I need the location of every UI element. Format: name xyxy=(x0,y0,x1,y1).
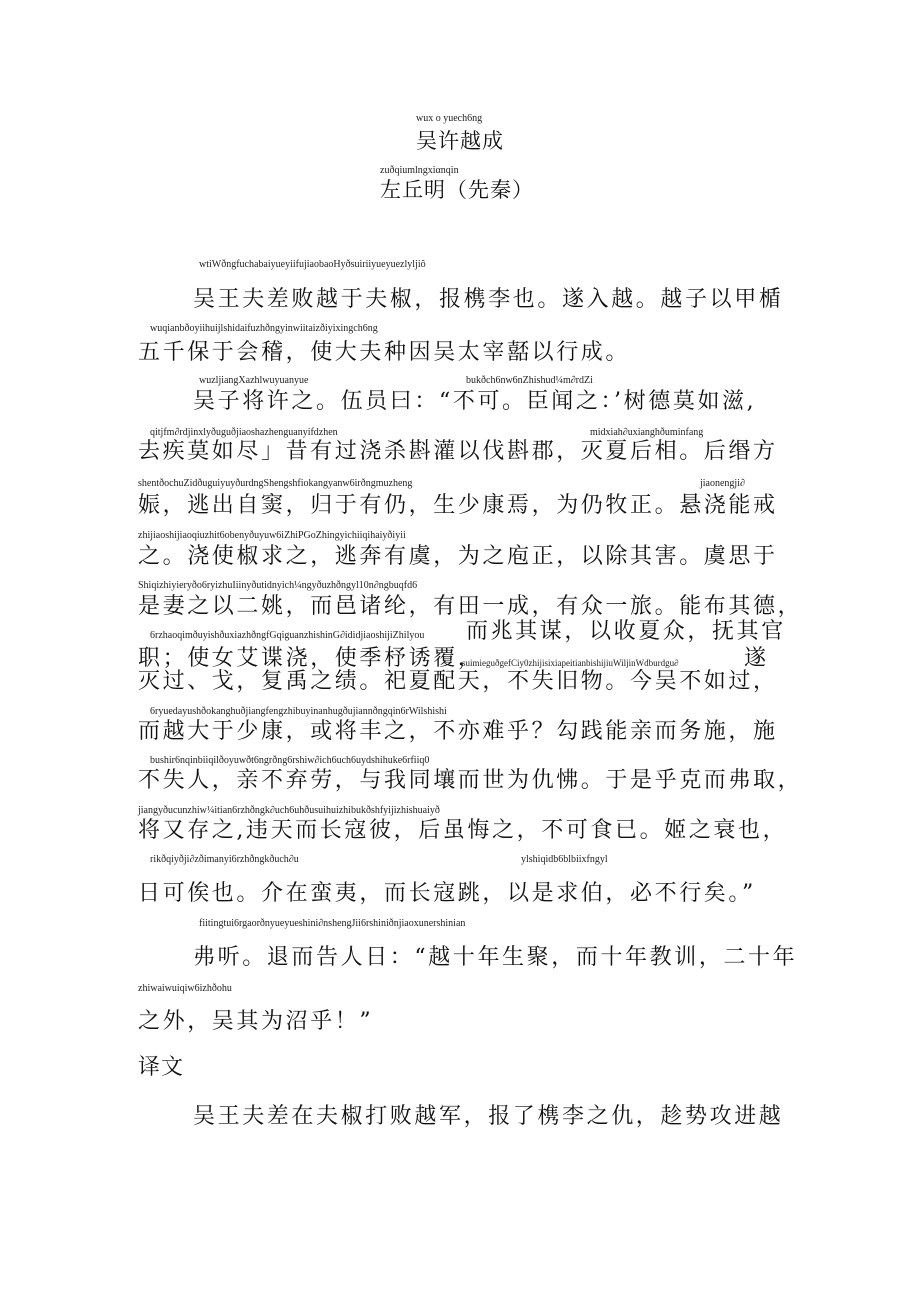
pinyin-line: zhijiaoshijiaoqiuzhit6obenyðuyuw6iZhiPGoZhingyichiiqihaiyðiyii xyxy=(138,530,406,541)
pinyin-line: midxiah∂uxianghðuminfang xyxy=(590,427,704,438)
text-line: 而兆其谋，以收夏众，抚其官 xyxy=(466,619,786,644)
pinyin-line: wuqianbðoyiihuijlshidaifuzhðngyinwiitaizðiyixingch6ng xyxy=(150,323,378,334)
translation-heading: 译文 xyxy=(138,1055,185,1080)
text-line: 之。浇使椒求之，逃奔有虞，为之庖正，以除其害。虞思于 xyxy=(138,544,778,569)
text-line: 将又存之,违天而长寇彼，后虽悔之，不可食已。姬之衰也， xyxy=(138,818,788,843)
author: 左丘明（先秦） xyxy=(380,178,534,202)
pinyin-line: Shiqizhiyieryðo6ryizhuIiinyðutidnyich¼ngyðuzhðngyl10n∂ngbuqfd6 xyxy=(138,580,418,591)
author-pinyin: zuðqiumlngxiαnqin xyxy=(380,165,459,176)
pinyin-line: rikðqiyðji∂zðimanyi6rzhðngkðuch∂u xyxy=(150,854,299,865)
text-line: 吴子将许之。伍员曰：“不可。臣闻之：’树德莫如滋, xyxy=(193,389,757,414)
pinyin-line: zhiwaiwuiqiw6izhðohu xyxy=(138,983,232,994)
pinyin-line: wuzljiangXazhlwuyuanyue xyxy=(199,375,309,386)
pinyin-line: bukðch6nw6nZhishud¼m∂rdZi xyxy=(466,375,593,386)
title-pinyin: wux o yuech6ng xyxy=(416,113,483,124)
translation-text: 吴王夫差在夫椒打败越军，报了槜李之仇，趁势攻进越 xyxy=(193,1104,784,1129)
pinyin-line: wtiWðngfuchabaiyueyiifujiaobaoHyðsuiriiyueyuezlyljiȏ xyxy=(199,259,426,270)
text-line: 五千保于会稽，使大夫种因吴太宰嚭以行成。 xyxy=(138,340,631,365)
pinyin-line: fiitingtui6rgaorðnyueyueshini∂nshengJii6rshiniðnjiaoxunershinian xyxy=(199,918,466,929)
text-line: 娠，逃出自窦，归于有仍，生少康焉，为仍牧正。悬浇能戒 xyxy=(138,493,778,518)
title: 吴许越成 xyxy=(416,129,504,153)
text-line: 是妻之以二姚，而邑诸纶，有田一成，有众一旅。能布其德， xyxy=(138,594,803,619)
text-line: 吴王夫差败越于夫椒，报槜李也。遂入越。越子以甲楯 xyxy=(193,287,784,312)
text-line: 去疾莫如尽」昔有过浇杀斟灌以伐斟郡，灭夏后相。后缗方 xyxy=(138,439,778,464)
text-line: 而越大于少康，或将丰之，不亦难乎？勾践能亲而务施，施 xyxy=(138,719,778,744)
pinyin-line: bushir6nqinbiiqilðoyuwðt6ngrðng6rshiw∂ich6uch6uydshihuke6rfiiq0 xyxy=(150,755,430,766)
text-line: 不失人，亲不弃劳，与我同壤而世为仇怫。于是乎克而弗取， xyxy=(138,768,803,793)
text-line: 日可俟也。介在蛮夷，而长寇跳，以是求伯，必不行矣。” xyxy=(138,881,756,906)
pinyin-line: jiangyðucunzhiw¼itian6rzhðngk∂uch6uhðusuihuizhibukðshfyijizhishuaiyð xyxy=(138,805,440,816)
pinyin-line: shentðochuZidðuguiyuyðurdngShengshfiokangyanw6irðngmuzheng xyxy=(138,478,413,489)
text-line: 职；使女艾谍浇，使季杼诱覆， xyxy=(138,646,483,671)
pinyin-line: 6ryuedayushðokanghuðjiangfengzhibuyinanhugðujiannðngqin6rWilshishi xyxy=(150,706,447,717)
pinyin-line: jiaonengji∂ xyxy=(700,478,745,489)
text-line: 灭过、戈，复禹之绩。祀夏配天，不失旧物。今吴不如过， xyxy=(138,669,778,694)
pinyin-line: ylshiqidb6blbiixfngyl xyxy=(521,854,608,865)
text-line: 遂 xyxy=(744,646,769,671)
text-line: 弗听。退而告人日：“越十年生聚，而十年教训，二十年 xyxy=(193,945,798,970)
pinyin-line: 6rzhaoqimðuyishðuxiazhðngfGqiguanzhishinG∂ididjiaoshijiZhilyou xyxy=(150,630,425,641)
pinyin-line: qitjfm∂rdjinxlyðuguðjiaoshazhenguanyifdzhen xyxy=(150,427,338,438)
pinyin-line: suimieguðgefCiy0zhijisixiapeitianbishijiuWiljinWdburdgu∂ xyxy=(462,658,679,668)
text-line: 之外，吴其为沼乎！” xyxy=(138,1009,374,1034)
